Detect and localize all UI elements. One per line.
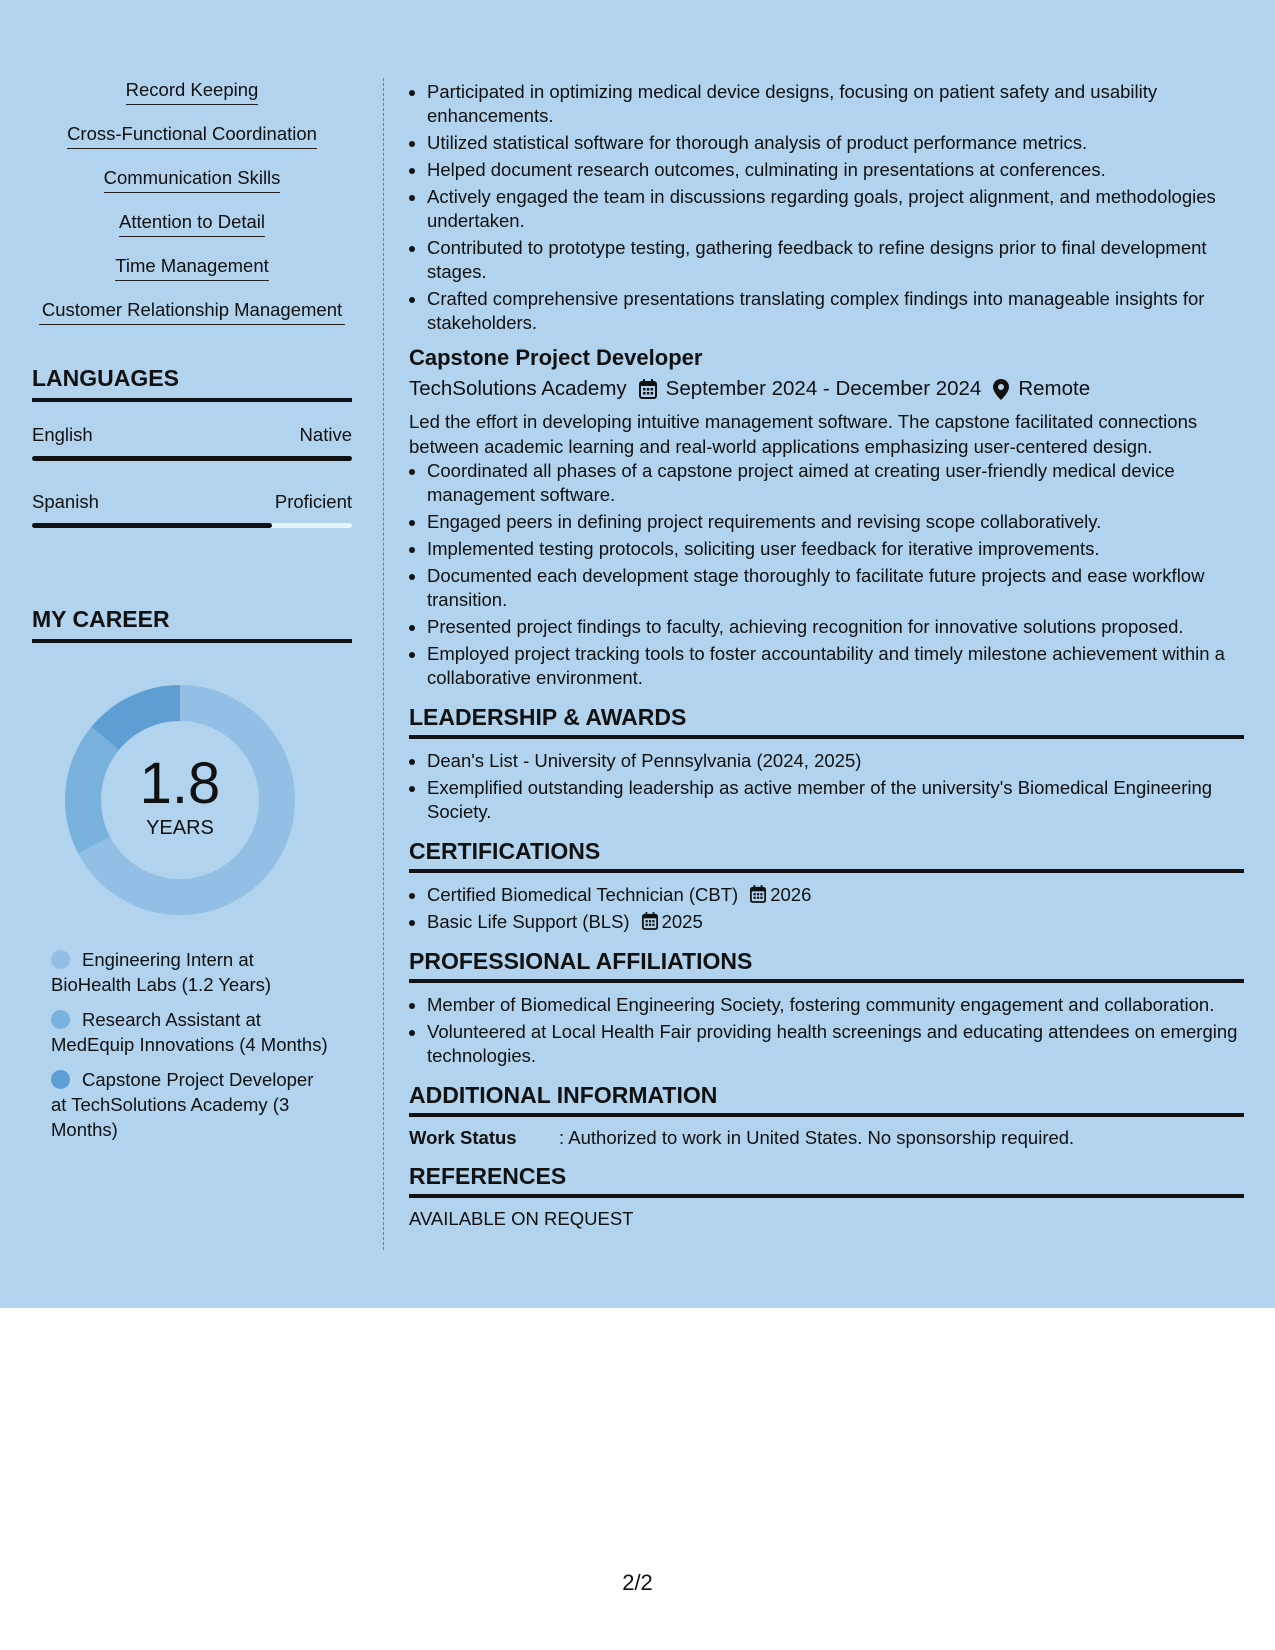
language-bar	[32, 456, 352, 461]
certification-year: 2025	[661, 911, 703, 932]
section-heading: ADDITIONAL INFORMATION	[409, 1082, 1244, 1117]
info-label: Work Status	[409, 1127, 517, 1148]
job-location: Remote	[1018, 377, 1091, 400]
bullet-item: • Utilized statistical software for thorough analysis of product performance metrics.	[427, 131, 1244, 155]
language-item	[32, 424, 352, 461]
main-content	[409, 80, 1244, 1230]
section-heading: LANGUAGES	[32, 365, 352, 402]
section-heading: REFERENCES	[409, 1163, 1244, 1198]
bullet-item: • Member of Biomedical Engineering Society, fostering community engagement and collaboration.	[427, 993, 1244, 1017]
job-meta	[409, 377, 1244, 401]
job-description: Led the effort in developing intuitive management software. The capstone facilitated connections between academic learning and real-world applications emphasizing user-centered design.	[409, 411, 1198, 457]
language-level: Proficient	[274, 491, 352, 512]
job-title: Capstone Project Developer	[409, 345, 703, 370]
language-level: Native	[299, 424, 352, 445]
bullet-item: • Volunteered at Local Health Fair providing health screenings and educating attendees on emerging technologies.	[427, 1020, 1244, 1068]
references-section	[409, 1163, 1244, 1230]
certification-name: Basic Life Support (BLS)	[427, 911, 630, 932]
info-row	[409, 1127, 1244, 1149]
bullet-item: • Coordinated all phases of a capstone project aimed at creating user-friendly medical device management software.	[427, 459, 1244, 507]
job-dates: September 2024 - December 2024	[665, 377, 982, 400]
career-total-unit: YEARS	[146, 816, 214, 839]
job-entry	[409, 345, 1244, 690]
language-bar-fill	[32, 523, 272, 528]
skill-item: Attention to Detail	[119, 210, 265, 237]
legend-dot	[51, 950, 70, 969]
calendar-icon	[642, 912, 658, 930]
bullet-item: • Crafted comprehensive presentations translating complex findings into manageable insights for stakeholders.	[427, 287, 1244, 335]
bullet-item: • Engaged peers in defining project requirements and revising scope collaboratively.	[427, 510, 1244, 534]
additional-info-section	[409, 1082, 1244, 1149]
career-legend-label: Research Assistant at MedEquip Innovations (4 Months)	[51, 1009, 328, 1055]
bullet-item: • Employed project tracking tools to foster accountability and timely milestone achievement within a collaborative environment.	[427, 642, 1244, 690]
references-text: AVAILABLE ON REQUEST	[409, 1208, 634, 1229]
bullet-item: • Participated in optimizing medical device designs, focusing on patient safety and usability enhancements.	[427, 80, 1244, 128]
skill-item: Record Keeping	[126, 78, 259, 105]
section-heading: LEADERSHIP & AWARDS	[409, 704, 1244, 739]
certification-year: 2026	[770, 884, 812, 905]
legend-dot	[51, 1070, 70, 1089]
bullet-item: • Exemplified outstanding leadership as active member of the university's Biomedical Engineering Society.	[427, 776, 1244, 824]
bullet-item: • Contributed to prototype testing, gathering feedback to refine designs prior to final development stages.	[427, 236, 1244, 284]
career-legend-item	[51, 1007, 331, 1057]
career-section	[32, 606, 352, 1142]
skill-item: Customer Relationship Management	[39, 298, 345, 325]
section-heading: PROFESSIONAL AFFILIATIONS	[409, 948, 1244, 983]
column-divider	[383, 78, 384, 1250]
leadership-section	[409, 704, 1244, 824]
career-legend-item	[51, 1067, 331, 1142]
affiliations-section	[409, 948, 1244, 1068]
certification-item	[427, 883, 1244, 907]
certification-item	[427, 910, 1244, 934]
bullet-item: • Documented each development stage thoroughly to facilitate future projects and ease workflow transition.	[427, 564, 1244, 612]
skill-item: Cross-Functional Coordination	[67, 122, 317, 149]
career-legend	[51, 947, 331, 1142]
career-legend-label: Capstone Project Developer at TechSolutions Academy (3 Months)	[51, 1069, 314, 1140]
language-name: Spanish	[32, 491, 99, 512]
career-legend-item	[51, 947, 331, 997]
bullet-item: • Implemented testing protocols, soliciting user feedback for iterative improvements.	[427, 537, 1244, 561]
job-company: TechSolutions Academy	[409, 377, 627, 400]
languages-section	[32, 365, 352, 528]
career-legend-label: Engineering Intern at BioHealth Labs (1.2 Years)	[51, 949, 272, 995]
job-bullets	[409, 459, 1244, 690]
certification-name: Certified Biomedical Technician (CBT)	[427, 884, 739, 905]
skills-list	[32, 78, 352, 325]
bullet-item: • Dean's List - University of Pennsylvania (2024, 2025)	[427, 749, 1244, 773]
skill-item: Communication Skills	[104, 166, 281, 193]
bullet-item: • Actively engaged the team in discussions regarding goals, project alignment, and methodologies undertaken.	[427, 185, 1244, 233]
section-heading: CERTIFICATIONS	[409, 838, 1244, 873]
info-value: : Authorized to work in United States. No sponsorship required.	[559, 1127, 1075, 1148]
bullet-item: • Helped document research outcomes, culminating in presentations at conferences.	[427, 158, 1244, 182]
certifications-section	[409, 838, 1244, 934]
legend-dot	[51, 1010, 70, 1029]
calendar-icon	[639, 379, 657, 399]
page-number: 2/2	[622, 1570, 653, 1595]
skill-item: Time Management	[115, 254, 269, 281]
calendar-icon	[750, 885, 766, 903]
language-bar	[32, 523, 352, 528]
language-bar-fill	[32, 456, 352, 461]
bullet-item: • Presented project findings to faculty, achieving recognition for innovative solutions proposed.	[427, 615, 1244, 639]
section-heading: MY CAREER	[32, 606, 352, 643]
career-total-value: 1.8	[139, 750, 221, 816]
location-pin-icon	[993, 379, 1009, 400]
career-donut	[65, 685, 295, 915]
experience-bullets	[409, 80, 1244, 335]
sidebar	[32, 78, 352, 1152]
language-name: English	[32, 424, 93, 445]
language-item	[32, 491, 352, 528]
